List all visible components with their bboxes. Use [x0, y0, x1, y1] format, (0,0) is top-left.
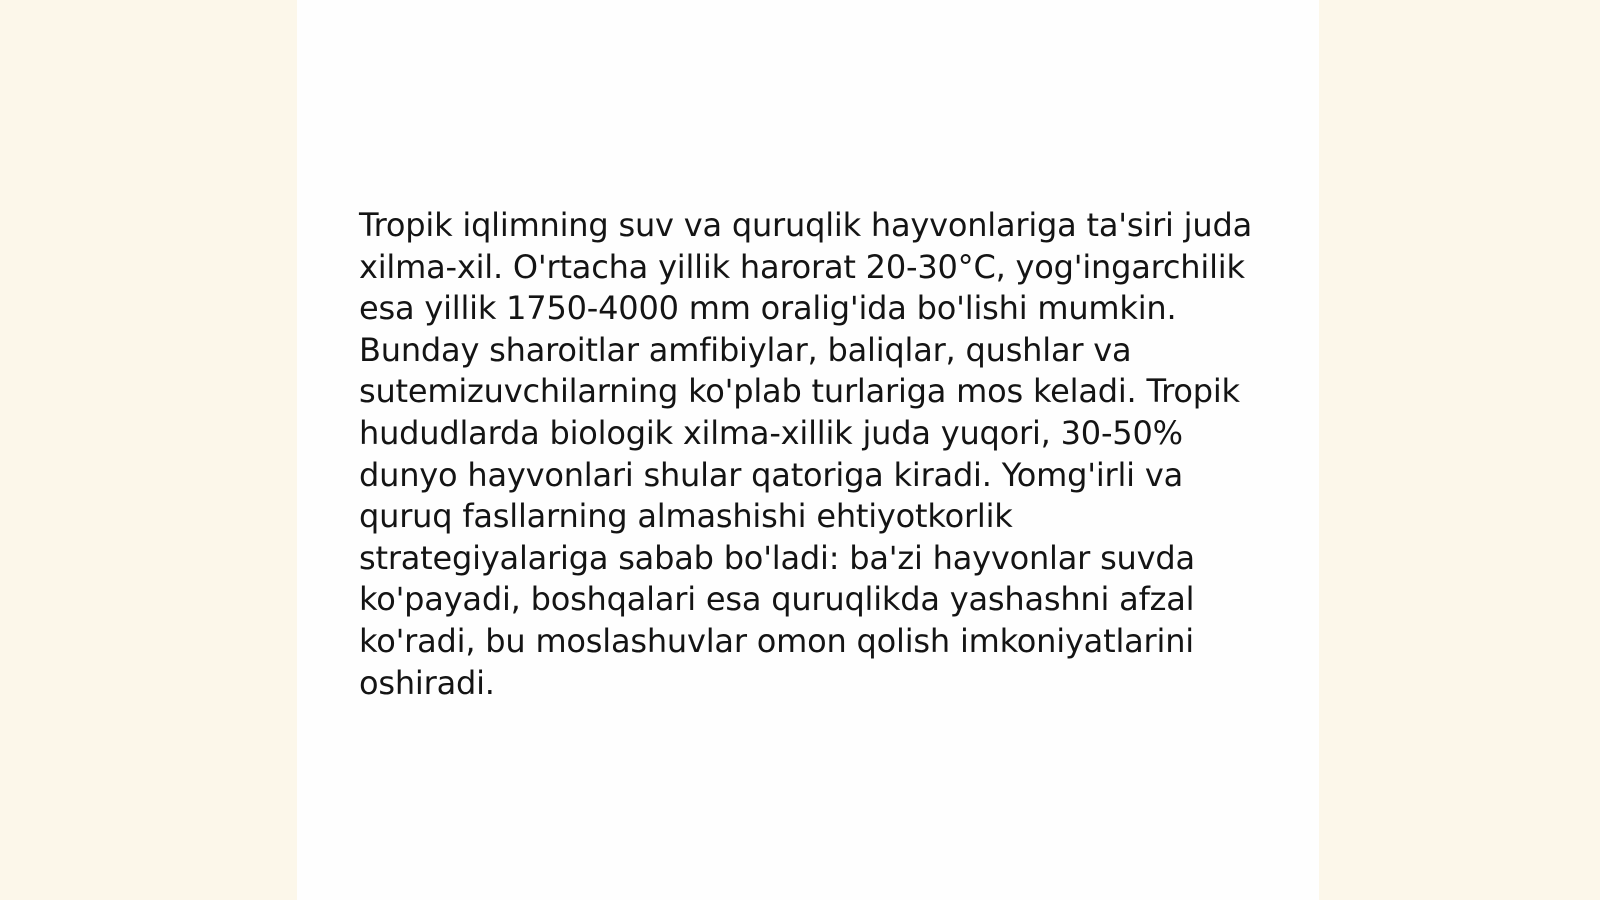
- slide: [297, 0, 1319, 900]
- slide-body-text: Tropik iqlimning suv va quruqlik hayvonlariga ta'siri juda xilma-xil. O'rtacha yillik harorat 20-30°C, yog'ingarchilik esa yillik 1750-4000 mm oralig'ida bo'lishi mumkin. Bunday sharoitlar amfibiylar, baliqlar, qushlar va sutemizuvchilarning ko'plab turlariga mos keladi. Tropik hududlarda biologik xilma-xillik juda yuqori, 30-50% dunyo hayvonlari shular qatoriga kiradi. Yomg'irli va quruq fasllarning almashishi ehtiyotkorlik strategiyalariga sabab bo'ladi: ba'zi hayvonlar suvda ko'payadi, boshqalari esa quruqlikda yashashni afzal ko'radi, bu moslashuvlar omon qolish imkoniyatlarini oshiradi.: [359, 206, 1252, 702]
